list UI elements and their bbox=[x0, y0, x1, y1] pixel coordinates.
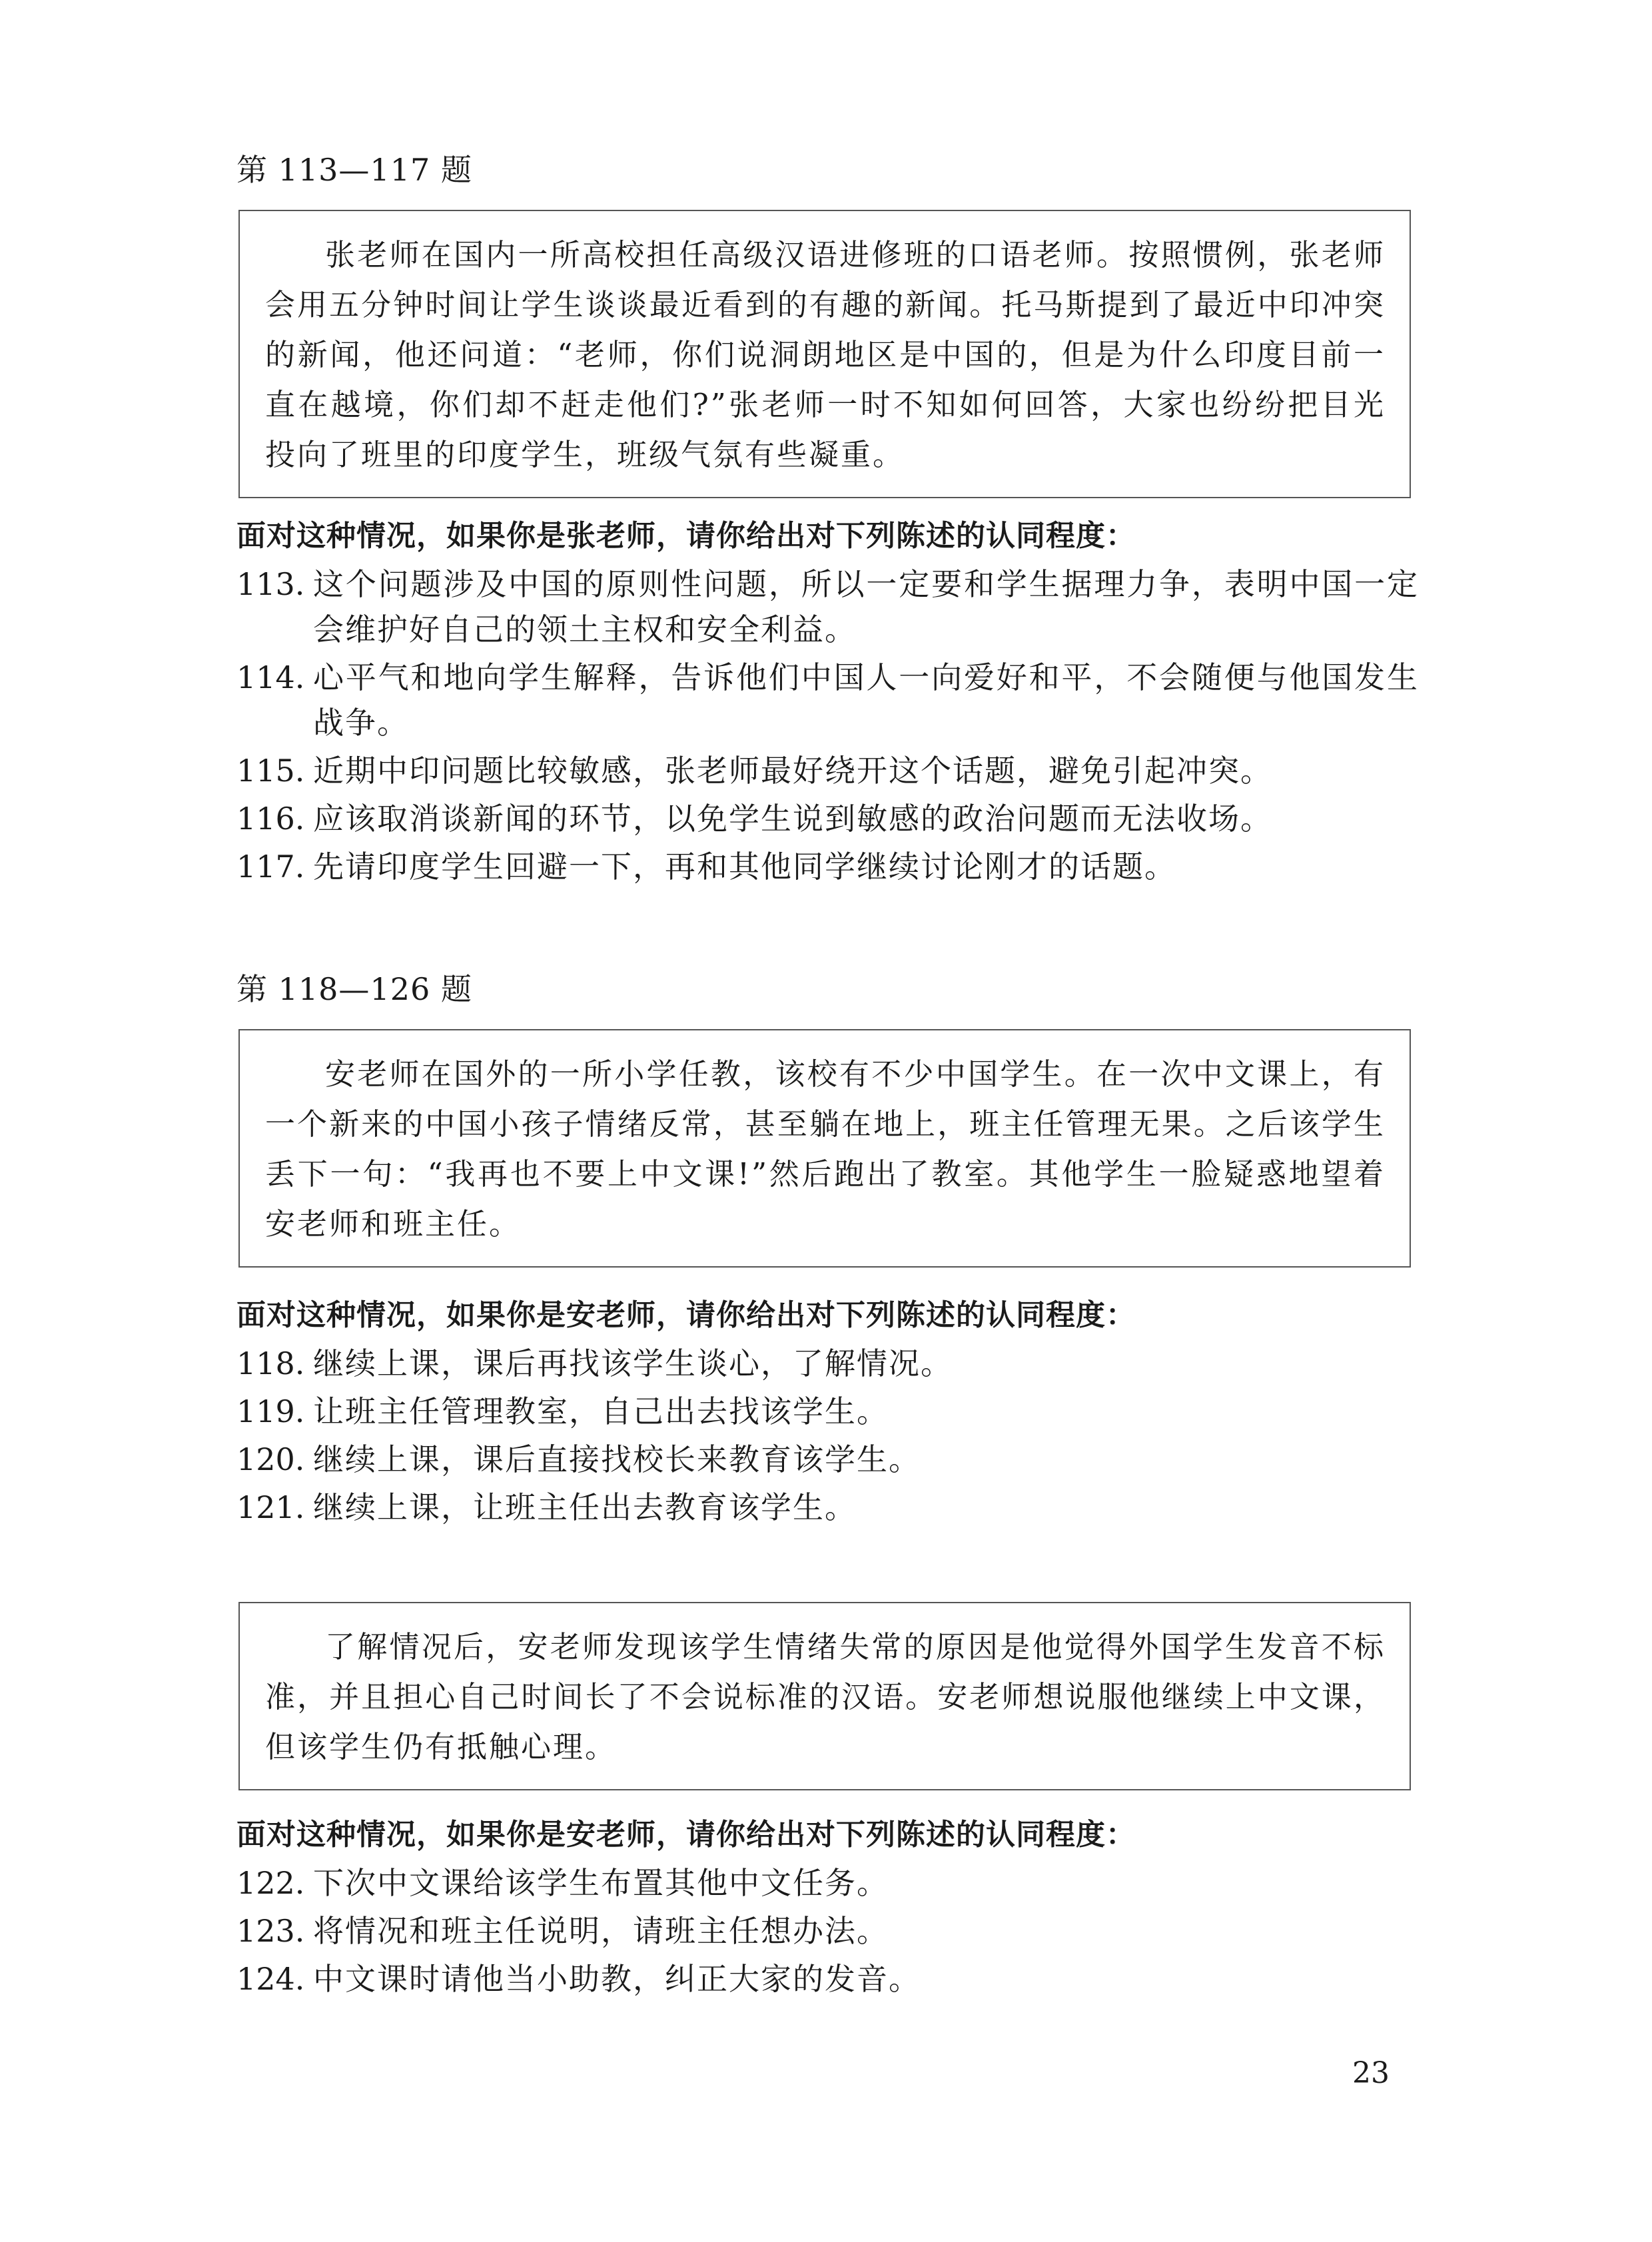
scenario-passage-box bbox=[238, 210, 1411, 498]
question-text: 下次中文课给该学生布置其他中文任务。 bbox=[313, 1865, 889, 1901]
scenario-passage-text: 张老师在国内一所高校担任高级汉语进修班的口语老师。按照惯例，张老师会用五分钟时间让学生谈谈最近看到的有趣的新闻。托马斯提到了最近中印冲突的新闻，他还问道：“老师，你们说洞朗地区是中国的，但是为什么印度目前一直在越境，你们却不赶走他们?”张老师一时不知如何回答，大家也纷纷把目光投向了班里的印度学生，班级气氛有些凝重。 bbox=[265, 237, 1386, 472]
scenario-passage-text: 了解情况后，安老师发现该学生情绪失常的原因是他觉得外国学生发音不标准，并且担心自己时间长了不会说标准的汉语。安老师想说服他继续上中文课，但该学生仍有抵触心理。 bbox=[265, 1629, 1386, 1764]
question-number: 123. bbox=[236, 1913, 305, 1949]
question-text: 应该取消谈新闻的环节，以免学生说到敏感的政治问题而无法收场。 bbox=[313, 801, 1272, 837]
question-item bbox=[236, 655, 1419, 745]
question-text: 继续上课，课后直接找校长来教育该学生。 bbox=[313, 1441, 921, 1477]
question-item bbox=[236, 844, 1419, 889]
question-text: 这个问题涉及中国的原则性问题，所以一定要和学生据理力争，表明中国一定会维护好自己的领土主权和安全利益。 bbox=[313, 566, 1419, 647]
question-number: 120. bbox=[236, 1441, 305, 1477]
question-item bbox=[236, 1485, 1419, 1530]
question-item bbox=[236, 1341, 1419, 1386]
question-item bbox=[236, 1389, 1419, 1434]
question-number: 115. bbox=[236, 753, 305, 789]
question-number: 118. bbox=[236, 1345, 305, 1381]
question-number: 121. bbox=[236, 1489, 305, 1525]
question-item bbox=[236, 1860, 1419, 1906]
question-item bbox=[236, 1437, 1419, 1482]
question-number: 122. bbox=[236, 1865, 305, 1901]
question-number: 124. bbox=[236, 1961, 305, 1997]
scenario-passage-text: 安老师在国外的一所小学任教，该校有不少中国学生。在一次中文课上，有一个新来的中国小孩子情绪反常，甚至躺在地上，班主任管理无果。之后该学生丢下一句：“我再也不要上中文课!”然后跑出了教室。其他学生一脸疑惑地望着安老师和班主任。 bbox=[265, 1056, 1386, 1242]
section-heading-113-117: 第 113—117 题 bbox=[236, 152, 472, 188]
question-number: 119. bbox=[236, 1393, 305, 1429]
question-prompt: 面对这种情况，如果你是张老师，请你给出对下列陈述的认同程度： bbox=[236, 519, 1136, 553]
question-text: 将情况和班主任说明，请班主任想办法。 bbox=[313, 1913, 889, 1949]
page-number: 23 bbox=[1352, 2056, 1390, 2090]
question-prompt: 面对这种情况，如果你是安老师，请你给出对下列陈述的认同程度： bbox=[236, 1818, 1136, 1852]
question-text: 继续上课，让班主任出去教育该学生。 bbox=[313, 1489, 857, 1525]
question-number: 116. bbox=[236, 801, 305, 837]
scenario-passage-box bbox=[238, 1602, 1411, 1790]
question-item bbox=[236, 1908, 1419, 1954]
question-list bbox=[236, 1860, 1419, 2004]
question-item bbox=[236, 748, 1419, 793]
question-text: 近期中印问题比较敏感，张老师最好绕开这个话题，避免引起冲突。 bbox=[313, 753, 1272, 789]
question-text: 心平气和地向学生解释，告诉他们中国人一向爱好和平，不会随便与他国发生战争。 bbox=[313, 659, 1419, 741]
question-number: 117. bbox=[236, 849, 305, 885]
question-prompt: 面对这种情况，如果你是安老师，请你给出对下列陈述的认同程度： bbox=[236, 1298, 1136, 1332]
question-list bbox=[236, 1341, 1419, 1533]
question-item bbox=[236, 561, 1419, 652]
question-text: 让班主任管理教室，自己出去找该学生。 bbox=[313, 1393, 889, 1429]
question-number: 113. bbox=[236, 566, 305, 602]
question-text: 继续上课，课后再找该学生谈心，了解情况。 bbox=[313, 1345, 953, 1381]
question-list bbox=[236, 561, 1419, 892]
question-text: 中文课时请他当小助教，纠正大家的发音。 bbox=[313, 1961, 921, 1997]
question-item bbox=[236, 1956, 1419, 2002]
question-number: 114. bbox=[236, 659, 305, 695]
question-item bbox=[236, 796, 1419, 841]
scenario-passage-box bbox=[238, 1029, 1411, 1268]
section-heading-118-126: 第 118—126 题 bbox=[236, 971, 472, 1007]
question-text: 先请印度学生回避一下，再和其他同学继续讨论刚才的话题。 bbox=[313, 849, 1176, 885]
